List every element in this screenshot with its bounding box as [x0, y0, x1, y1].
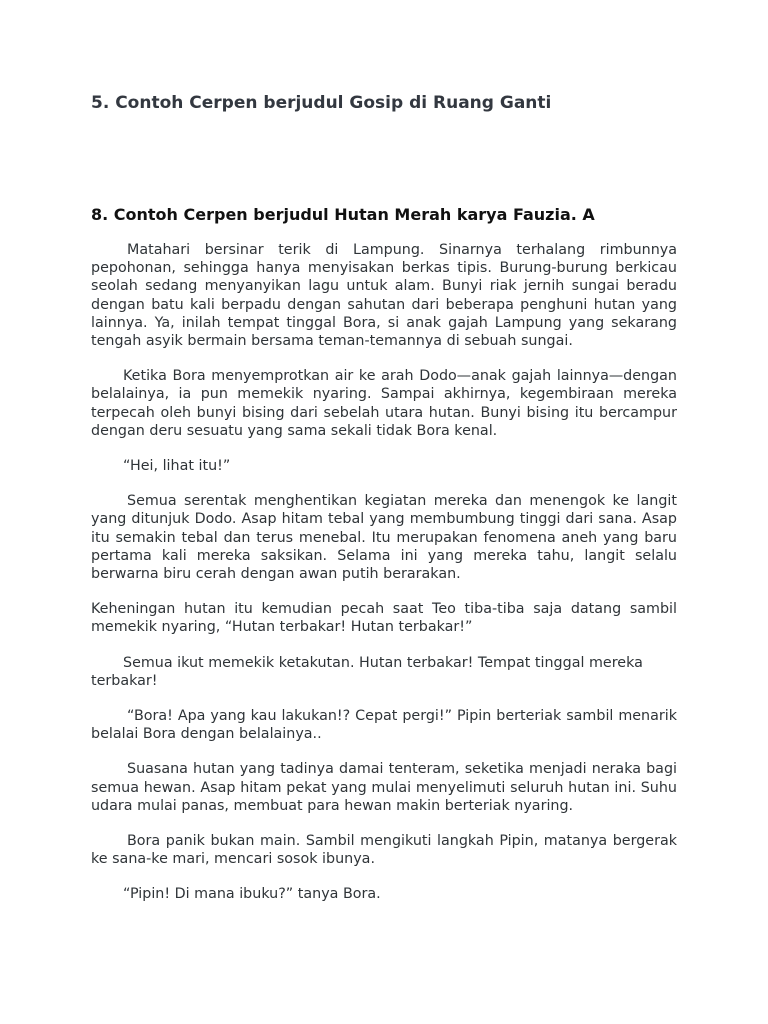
- story-paragraph: Keheningan hutan itu kemudian pecah saat Teo tiba-tiba saja datang sambil memekik nyaring, “Hutan terbakar! Hutan terbakar!”: [91, 601, 677, 636]
- story-dialogue: “Bora! Apa yang kau lakukan!? Cepat pergi!” Pipin berteriak sambil menarik belalai Bora dengan belalainya..: [91, 708, 677, 743]
- story-dialogue: “Pipin! Di mana ibuku?” tanya Bora.: [123, 886, 381, 903]
- section-heading-8: 8. Contoh Cerpen berjudul Hutan Merah karya Fauzia. A: [91, 205, 595, 224]
- story-dialogue: “Hei, lihat itu!”: [123, 458, 231, 475]
- story-paragraph: Ketika Bora menyemprotkan air ke arah Dodo—anak gajah lainnya—dengan belalainya, ia pun memekik nyaring. Sampai akhirnya, kegembiraan mereka terpecah oleh bunyi bising dari sebelah utara hutan. Bunyi bising itu bercampur dengan deru sesuatu yang sama sekali tidak Bora kenal.: [91, 368, 677, 439]
- story-paragraph: Semua serentak menghentikan kegiatan mereka dan menengok ke langit yang ditunjuk Dodo. Asap hitam tebal yang membumbung tinggi dari sana. Asap itu semakin tebal dan terus menebal. Itu merupakan fenomena aneh yang baru pertama kali mereka saksikan. Selama ini yang mereka tahu, langit selalu berwarna biru cerah dengan awan putih berarakan.: [91, 493, 677, 583]
- story-paragraph: Suasana hutan yang tadinya damai tenteram, seketika menjadi neraka bagi semua hewan. Asap hitam pekat yang mulai menyelimuti seluruh hutan ini. Suhu udara mulai panas, membuat para hewan makin berteriak nyaring.: [91, 761, 677, 814]
- story-body: [91, 241, 677, 921]
- section-heading-5: 5. Contoh Cerpen berjudul Gosip di Ruang Ganti: [91, 93, 552, 113]
- story-paragraph: Bora panik bukan main. Sambil mengikuti langkah Pipin, matanya bergerak ke sana-ke mari, mencari sosok ibunya.: [91, 833, 677, 868]
- story-paragraph: Matahari bersinar terik di Lampung. Sinarnya terhalang rimbunnya pepohonan, sehingga hanya menyisakan berkas tipis. Burung-burung berkicau seolah sedang menyanyikan lagu untuk alam. Bunyi riak jernih sungai beradu dengan batu kali berpadu dengan sahutan dari beberapa penghuni hutan yang lainnya. Ya, inilah tempat tinggal Bora, si anak gajah Lampung yang sekarang tengah asyik bermain bersama teman-temannya di sebuah sungai.: [91, 242, 677, 350]
- story-paragraph: Semua ikut memekik ketakutan. Hutan terbakar! Tempat tinggal mereka terbakar!: [91, 654, 643, 689]
